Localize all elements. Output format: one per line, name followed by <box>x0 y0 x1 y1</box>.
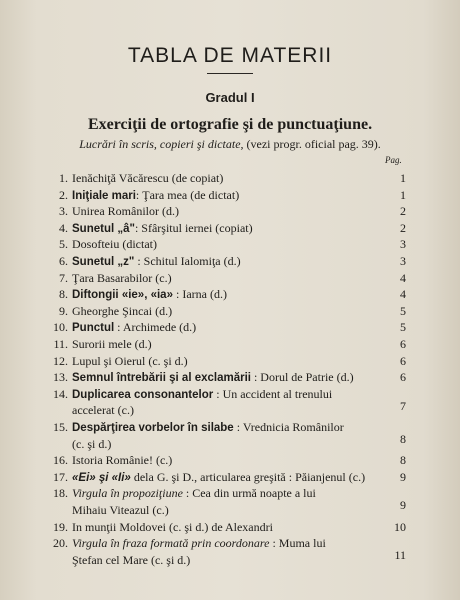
toc-entry-number: 13. <box>53 370 68 385</box>
toc-entry-title-part: Despărţirea vorbelor în silabe <box>72 422 234 434</box>
toc-entry-title-part: Surorii mele (d.) <box>72 337 152 351</box>
toc-entry-title-part: Diftongii «ie», «ia» <box>72 289 173 302</box>
toc-entry-title-part: Gheorghe Şincai (d.) <box>72 303 173 318</box>
toc-entry-title-part: : Muma lui <box>269 536 326 551</box>
toc-entry-page: 6 <box>400 337 406 351</box>
toc-entry-title-part: Iniţiale mari <box>72 189 136 202</box>
toc-entry-number: 18. <box>53 486 68 501</box>
toc-entry-title <box>72 369 354 386</box>
toc-entry-page: 6 <box>400 353 406 368</box>
toc-entry-title <box>72 286 227 303</box>
toc-entry-title-part: Punctul <box>72 322 115 335</box>
toc-entry-title <box>72 187 239 204</box>
toc-entry-title-part: : Archimede (d.) <box>114 320 197 335</box>
toc-entry-page: 4 <box>400 287 406 302</box>
toc-entry-title <box>72 419 344 436</box>
toc-entry-title-part: Virgula în fraza formată prin coordonare <box>72 536 270 551</box>
toc-entry-number: 11. <box>53 337 68 351</box>
toc-entry-title <box>72 386 332 403</box>
toc-entry-number: 2. <box>59 187 68 202</box>
toc-entry-title-part: «Ei» şi «Ii» <box>72 471 131 484</box>
toc-entry-title-part: : Vrednicia Românilor <box>233 420 344 434</box>
toc-entry-title-part: Istoria Românie! (c.) <box>72 453 173 468</box>
toc-entry-title <box>72 303 172 319</box>
toc-entry-title <box>72 319 196 336</box>
toc-entry-title-continuation: accelerat (c.) <box>72 403 134 418</box>
toc-entry-title-part: : Cea din urmă noapte a lui <box>182 486 316 501</box>
toc-entry-title <box>72 469 365 486</box>
toc-entry-title-part: Unirea Românilor (d.) <box>72 204 179 219</box>
toc-entry-page: 9 <box>400 469 406 484</box>
toc-entry-number: 10. <box>53 320 68 335</box>
toc-entry-number: 7. <box>59 270 68 285</box>
toc-entry-page: 8 <box>400 431 406 446</box>
toc-entry-number: 14. <box>53 386 68 401</box>
toc-entry-number: 12. <box>53 353 68 368</box>
section-heading: Exerciţii de ortografie şi de punctuaţiune. <box>87 116 373 133</box>
toc-entry-title-part: Duplicarea consonantelor <box>72 388 214 401</box>
toc-entry-title <box>72 336 152 352</box>
toc-entry-number: 17. <box>53 469 68 484</box>
toc-entry-number: 5. <box>59 237 68 252</box>
toc-entry-title <box>72 535 326 551</box>
toc-entry-title-part: Lupul şi Oierul (c. şi d.) <box>72 353 188 368</box>
toc-entry-title-continuation: (c. şi d.) <box>72 436 112 451</box>
toc-entry-number: 16. <box>53 453 68 468</box>
toc-entry-number: 4. <box>59 220 68 235</box>
toc-entry-page: 8 <box>400 453 406 468</box>
toc-entry-number: 1. <box>59 171 68 185</box>
toc-entry-title <box>72 485 316 501</box>
page-column-label: Pag. <box>385 155 402 165</box>
toc-entry-number: 3. <box>59 204 68 219</box>
toc-entry-title <box>72 220 253 237</box>
toc-entry-title-part: Virgula în propoziţiune <box>72 486 183 501</box>
toc-entry-title <box>72 253 241 270</box>
toc-entry-number: 9. <box>59 303 68 318</box>
toc-entry-number: 6. <box>59 254 68 268</box>
toc-entry-page: 5 <box>400 320 406 335</box>
toc-entry-title <box>72 519 273 535</box>
toc-entry-title <box>72 170 223 186</box>
toc-entry-title-part: : Un accident al trenului <box>213 386 333 401</box>
toc-entry-title-part: : Schitul Ialomiţa (d.) <box>134 254 241 268</box>
toc-entry-title-part: dela G. şi D., articularea greşită : Păianjenul (c.) <box>130 469 366 484</box>
toc-entry-page: 10 <box>394 519 406 534</box>
section-subheading-italic: Lucrări în scris, copieri şi dictate, <box>79 137 244 151</box>
toc-entry-page: 4 <box>400 270 406 285</box>
toc-entry-title-part: : Ţara mea (de dictat) <box>135 187 240 202</box>
toc-entry-title-part: : Iarna (d.) <box>172 287 227 302</box>
toc-entry-title-part: : Sfârşitul iernei (copiat) <box>134 220 253 235</box>
toc-entry-page: 5 <box>400 303 406 318</box>
toc-entry-title-part: Semnul întrebării şi al exclamării <box>72 372 251 385</box>
toc-entry-page: 3 <box>400 237 406 252</box>
section-subheading-rest: (vezi progr. oficial pag. 39). <box>243 137 381 151</box>
toc-entry-title <box>72 203 179 219</box>
toc-entry-title-part: In munţii Moldovei (c. şi d.) de Alexandri <box>72 519 273 534</box>
toc-entry-title-part: Sunetul „z" <box>72 256 135 268</box>
toc-entry-number: 15. <box>53 420 68 434</box>
toc-entry-title-part: Dosofteiu (dictat) <box>72 237 157 252</box>
toc-entry-title <box>72 452 172 468</box>
toc-entry-page: 11 <box>394 548 406 563</box>
toc-entry-number: 20. <box>53 536 68 551</box>
toc-entry-title <box>72 236 157 252</box>
toc-entry-page: 1 <box>400 171 406 185</box>
toc-entry-page: 3 <box>400 254 406 268</box>
toc-entry-page: 2 <box>400 204 406 219</box>
toc-entry-title-part: Ienăchiţă Văcărescu (de copiat) <box>72 171 224 185</box>
toc-entry-page: 9 <box>400 498 406 513</box>
toc-entry-number: 19. <box>53 519 68 534</box>
toc-entry-title-continuation: Mihaiu Viteazul (c.) <box>72 502 169 517</box>
toc-entry-title-part: Sunetul „â" <box>72 222 135 235</box>
toc-entry-page: 6 <box>400 370 406 385</box>
page-title: TABLA DE MATERII <box>127 44 333 67</box>
toc-entry-title <box>72 270 172 286</box>
toc-entry-page: 1 <box>400 187 406 202</box>
toc-entry-number: 8. <box>59 287 68 302</box>
toc-entry-page: 2 <box>400 220 406 235</box>
toc-entry-title-part: Ţara Basarabilor (c.) <box>72 270 172 285</box>
toc-entry-title-continuation: Ştefan cel Mare (c. şi d.) <box>72 552 191 567</box>
grade-heading: Gradul I <box>205 90 255 105</box>
toc-entry-title-part: : Dorul de Patrie (d.) <box>250 370 354 385</box>
toc-entry-title <box>72 353 188 369</box>
toc-entry-page: 7 <box>400 398 406 413</box>
